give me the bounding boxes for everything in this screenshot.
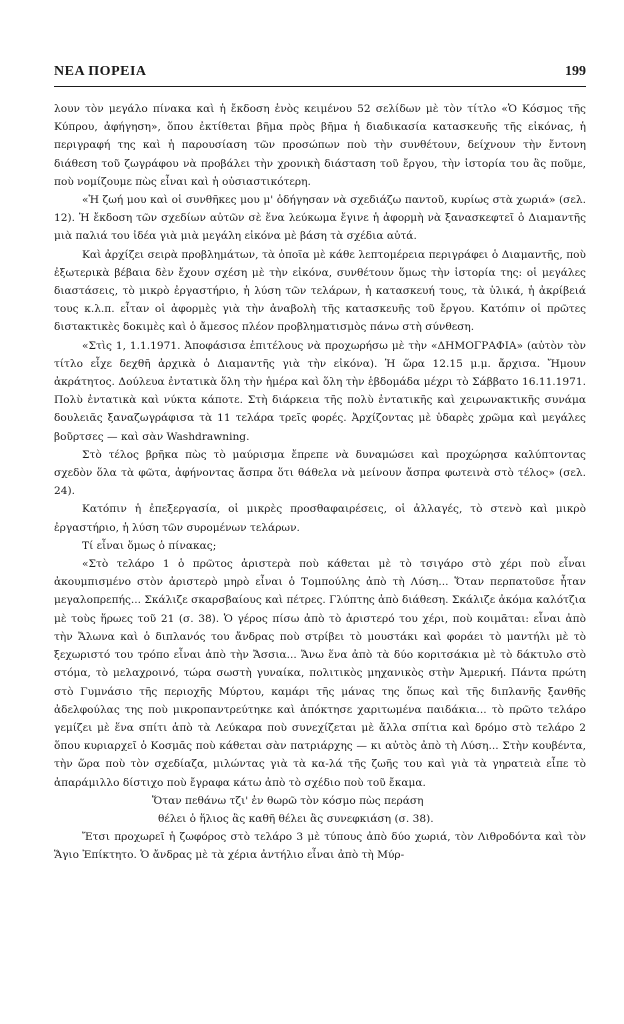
running-title: ΝΕΑ ΠΟΡΕΙΑ <box>54 64 147 79</box>
page-number: 199 <box>565 64 586 79</box>
paragraph-9: Ἔτσι προχωρεῖ ἡ ζωφόρος στὸ τελάρο 3 μὲ τύπους ἀπὸ δύο χωριά, τὸν Λιθροδόντα καὶ τὸν Ἅγιο Ἐπίκτητο. Ὁ ἄνδρας μὲ τὰ χέρια ἀντήλιο εἶναι ἀπὸ τὴ Μύρ- <box>54 831 586 862</box>
header-rule <box>54 86 586 87</box>
paragraph-4: «Στὶς 1, 1.1.1971. Ἀποφάσισα ἐπιτέλους νὰ προχωρήσω μὲ τὴν «ΔΗΜΟΓΡΑΦΙΑ» (αὐτὸν τὸν τίτλο εἶχε δεχθῆ ἀρχικὰ ὁ Διαμαντῆς γιὰ τὴν εἰκόνα). Ἡ ὥρα 12.15 μ.μ. ἄρχισα. Ἤμουν ἀκράτητος. Δούλευα ἐντατικὰ ὅλη τὴν ἡμέρα καὶ ὅλη τὴν ἑβδομάδα μέχρι τὸ Σάββατο 16.11.1971. Πολὺ ἐντατικὰ καὶ νύκτα κάποτε. Στὴ διάρκεια τῆς πολὺ ἐντατικῆς καὶ χειρωνακτικῆς συνάμα δουλειᾶς ξαναζωγράφισα τὰ 11 τελάρα τρεῖς φορές. Ἀρχίζοντας μὲ ὑδαρὲς χρῶμα καὶ μεγάλες βοῦρτσες — καὶ σὰν Washdrawning. <box>54 339 586 443</box>
page-header <box>54 64 586 84</box>
paragraph-2: «Ἡ ζωή μου καὶ οἱ συνθῆκες μου μ' ὁδήγησαν νὰ σχεδιάζω παντοῦ, κυρίως στὰ χωριά» (σελ. 12). Ἡ ἔκδοση τῶν σχεδίων αὐτῶν σὲ ἕνα λεύκωμα ἔγινε ἡ ἀφορμὴ νὰ ξανασκεφτεῖ ὁ Διαμαντῆς μιὰ παλιά του ἰδέα γιὰ μιὰ μεγάλη εἰκόνα μὲ βάση τὰ σχέδια αὐτά. <box>54 194 586 243</box>
paragraph-1: λουν τὸν μεγάλο πίνακα καὶ ἡ ἔκδοση ἑνὸς κειμένου 52 σελίδων μὲ τὸν τίτλο «Ὁ Κόσμος τῆς Κύπρου, ἀφήγηση», ὅπου ἐκτίθεται βῆμα πρὸς βῆμα ἡ διαδικασία κατασκευῆς τῆς εἰκόνας, ἡ περιγραφή της καὶ ἡ παρουσίαση τῶν προσώπων ποὺ τὴν συνθέτουν, δείχνουν τὴν ἔντονη διάθεση τοῦ ζωγράφου νὰ προβάλει τὴν χρονικὴ διάσταση τοῦ ἔργου, τὴν ἱστορία του ἂς ποῦμε, ποὺ νομίζουμε πὼς εἶναι καὶ ἡ οὐσιαστικότερη. <box>54 103 586 188</box>
paragraph-3: Καὶ ἀρχίζει σειρὰ προβλημάτων, τὰ ὁποῖα μὲ κάθε λεπτομέρεια περιγράφει ὁ Διαμαντῆς, ποὺ ἐξωτερικὰ βέβαια δὲν ἔχουν σχέση μὲ τὴν εἰκόνα, συνθέτουν ὅμως τὴν ἱστορία της: οἱ μεγάλες διαστάσεις, τὸ μικρὸ ἐργαστήριο, ἡ λύση τῶν τελάρων, ἡ κατασκευή τους, τὰ ὑλικά, ἡ ἀκρίβειά τους κ.λ.π. εἶταν οἱ ἀφορμὲς γιὰ τὴν ἀναβολὴ τῆς κατασκευῆς τοῦ ἔργου. Κατόπιν οἱ πρῶτες διστακτικὲς δοκιμὲς καὶ ὁ ἄμεσος πλέον προβληματισμὸς πάνω στὴ σύνθεση. <box>54 248 586 334</box>
paragraph-7: Τί εἶναι ὅμως ὁ πίνακας; <box>82 539 217 552</box>
paragraph-5: Στὸ τέλος βρῆκα πὼς τὸ μαύρισμα ἔπρεπε νὰ δυναμώσει καὶ προχώρησα καλύπτοντας σχεδὸν ὅλα τὰ φῶτα, ἀφήνοντας ἄσπρα ὅτι θάθελα νὰ μείνουν ἄσπρα φωτεινὰ στὸ τέλος» (σελ. 24). <box>54 448 586 498</box>
paragraph-8: «Στὸ τελάρο 1 ὁ πρῶτος ἀριστερὰ ποὺ κάθεται μὲ τὸ τσιγάρο στὸ χέρι ποὺ εἶναι ἀκουμπισμένο στὸν ἀριστερὸ μηρὸ εἶναι ὁ Τομπούλης ἀπὸ τὴ Λύση... Ὅταν περπατοῦσε ἦταν μεγαλοπρεπής... Σκάλιζε σκαρσβαίους καὶ πέτρες. Γλύπτης ἀπὸ διάθεση. Σκάλιζε ἀκόμα καλότζια μὲ τοὺς ἥρωες τοῦ 21 (σ. 38). Ὁ γέρος πίσω ἀπὸ τὸ ἀριστερό του χέρι, ποὺ κοιμᾶται: εἶναι ἀπὸ τὴν Ἄλωνα καὶ ὁ διπλανός του ἄνδρας ποὺ στρίβει τὸ μουστάκι καὶ φοράει τὸ μαντήλι μὲ τὸ ξεχωριστό του τρόπο εἶναι ἀπὸ τὴν Ἄσσια... Ἄνω ἕνα ἀπὸ τὰ δύο κοριτσάκια μὲ τὸ δάκτυλο στὸ στόμα, τὸ μελαχροινό, τώρα σωστὴ γυναίκα, πολιτικὸς μηχανικὸς στὴν Ἀμερική. Πάντα πρώτη στὸ Γυμνάσιο τῆς περιοχῆς Μύρτου, καμάρι τῆς μάνας της ὅπως καὶ τῆς διπλανῆς ξανθῆς ἀδελφούλας της ποὺ μικροπαντρεύτηκε καὶ ἀπόκτησε χαριτωμένα παιδάκια... τὸ πρῶτο τελάρο γεμίζει μὲ ἕνα σπίτι ἀπὸ τὰ Λεύκαρα ποὺ συνεχίζεται μὲ ἄλλα σπίτια καὶ δρόμο στὸ τελάρο 2 ὅπου κυριαρχεῖ ὁ Κοσμᾶς ποὺ κάθεται σὰν πατριάρχης — κι αὐτὸς ἀπὸ τὴ Λύση... Στὴν κουβέντα, τὴν ὥρα ποὺ τὸν σχεδίαζα, μιλώντας γιὰ τὰ κα-λά τῆς ζωῆς του καὶ γιὰ τὰ γηρατειὰ εἶπε τὸ ἀπαράμιλλο δίστιχο ποὺ ἔγραφα κάτω ἀπὸ τὸ σχέδιο ποὺ τοῦ ἔκαμα. <box>54 558 586 789</box>
verse-line-1: Ὅταν πεθάνω τζι' ἐν θωρῶ τὸν κόσμο πὼς περάση <box>152 794 424 807</box>
paragraph-6: Κατόπιν ἡ ἐπεξεργασία, οἱ μικρὲς προσθαφαιρέσεις, οἱ ἀλλαγές, τὸ στενὸ καὶ μικρὸ ἐργαστήριο, ἡ λύση τῶν συρομένων τελάρων. <box>54 503 586 534</box>
body-text <box>54 100 586 865</box>
verse-line-2: θέλει ὁ ἥλιος ἂς καθῆ θέλει ἂς συνεφκιάση (σ. 38). <box>158 812 434 825</box>
